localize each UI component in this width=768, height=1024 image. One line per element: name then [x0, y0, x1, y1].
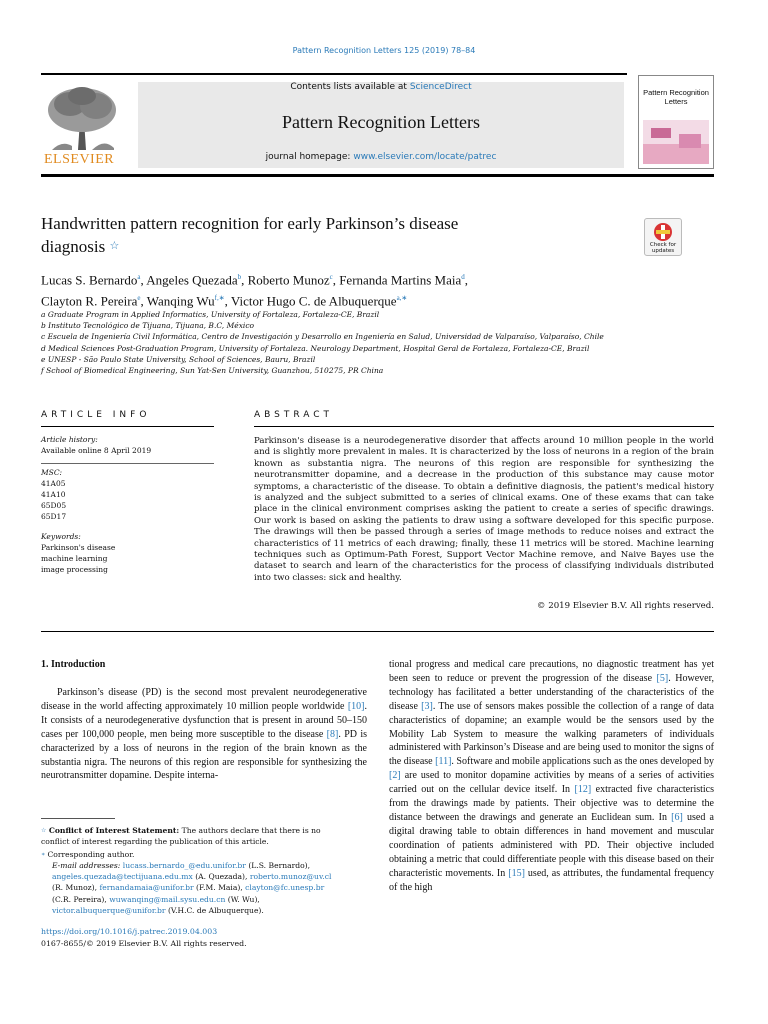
author-separator: , [140, 272, 147, 288]
body-text: are used to monitor dopamine activities by means of a series of activities carried out on the cellular device itself. In [389, 770, 714, 796]
history-label: Article history: [41, 435, 98, 444]
author-name: Fernanda Martins Maia [339, 272, 462, 288]
issn-line: 0167-8655/© 2019 Elsevier B.V. All rights reserved. [41, 939, 247, 948]
affiliation-line: a Graduate Program in Applied Informatics, University of Fortaleza, Fortaleza-CE, Brazil [41, 310, 380, 319]
msc-list [41, 478, 66, 522]
email-link[interactable]: angeles.quezada@tectijuana.edu.mx [52, 872, 193, 882]
cover-title-line1: Pattern Recognition [643, 88, 709, 97]
citation-link[interactable]: [2] [389, 770, 401, 782]
author-separator: , [241, 272, 248, 288]
email-owner: (V.H.C. de Albuquerque). [165, 905, 264, 915]
keyword: Parkinson's disease [41, 543, 116, 552]
email-link[interactable]: wuwanqing@mail.sysu.edu.cn [109, 894, 226, 904]
affiliation-line: c Escuela de Ingeniería Civil Informática, Centro de Investigación y Desarrollo en Ingeniería en Salud, Universidad de Valparaíso, Valparaíso, Chile [41, 332, 604, 342]
intro-left-column [41, 686, 367, 783]
homepage-prefix: journal homepage: [265, 152, 354, 162]
article-history [41, 434, 151, 456]
footnote-asterisk-icon: ∗ [41, 851, 46, 858]
author-affiliation-marker[interactable]: b [237, 273, 242, 281]
affiliation-line: b Instituto Tecnológico de Tijuana, Tijuana, B.C, México [41, 321, 255, 331]
footnote-star-icon: ☆ [41, 827, 47, 834]
author-name: Roberto Munoz [247, 272, 330, 288]
keywords-label: Keywords: [41, 532, 81, 541]
citation-link[interactable]: [8] [326, 728, 339, 740]
affiliation-line: f School of Biomedical Engineering, Sun Yat-Sen University, Guanzhou, 510275, PR China [41, 366, 384, 375]
cover-title-line2: Letters [664, 97, 688, 106]
email-link[interactable]: roberto.munoz@uv.cl [249, 872, 332, 882]
email-owner: (L.S. Bernardo), [245, 861, 311, 870]
affiliation-line: d Medical Sciences Post-Graduation Program, University of Fortaleza. Neurology Department, Hospital Geral de Fortaleza, Fortaleza-CE, Brazil [41, 343, 590, 353]
body-text: . The use of sensors makes possible the collection of a range of data characteristics of dopamine; an example would be the sensors used by the Mobility Lab System to measure the walking parameters of individuals administered with Parkinson’s Disease and are being used to monitor the signs of the disease [389, 700, 714, 768]
author-affiliation-marker[interactable]: a,∗ [396, 294, 408, 303]
keyword: machine learning [41, 554, 108, 563]
header-bottom-rule [41, 174, 714, 177]
author-name: Wanqing Wu [146, 293, 215, 309]
email-owner: (W. Wu), [225, 894, 260, 904]
author-name: Lucas S. Bernardo [41, 272, 138, 288]
keyword: image processing [41, 565, 108, 574]
journal-reference[interactable]: Pattern Recognition Letters 125 (2019) 78–84 [292, 46, 476, 55]
paper-title-line1: Handwritten pattern recognition for early Parkinson’s disease [41, 214, 459, 233]
email-owner: (R. Munoz), [52, 883, 100, 893]
author-line-1 [41, 268, 721, 289]
citation-link[interactable]: [12] [574, 784, 592, 796]
paper-title-line2: diagnosis [41, 237, 106, 256]
body-text: extracted five characteristics from the drawings made by patients. Their objective was to determine the distance between the drawings and generate an Euclidean sum. In [389, 784, 715, 823]
msc-code: 65D05 [41, 501, 67, 510]
author-line-2 [41, 289, 721, 310]
author-separator: , [464, 272, 468, 288]
email-owner: (C.R. Pereira), [52, 894, 110, 904]
citation-link[interactable]: [10] [347, 700, 365, 712]
body-text: . However, technology has facilitated a better understanding of the characteristics of the disease [389, 672, 715, 712]
author-separator: , [140, 293, 147, 309]
author-name: Clayton R. Pereira [41, 293, 138, 309]
introduction-heading: 1. Introduction [41, 659, 106, 670]
title-footnote-star-icon[interactable]: ☆ [109, 240, 120, 252]
body-text: used, as attributes, the fundamental frequency of the high [389, 867, 714, 893]
cover-title [639, 88, 713, 106]
affiliation-line: e UNESP - São Paulo State University, School of Sciences, Bauru, Brazil [41, 354, 316, 364]
msc-code: 65D17 [41, 512, 67, 521]
publisher-name: ELSEVIER [44, 152, 115, 167]
keywords [41, 531, 115, 575]
abstract-text: Parkinson's disease is a neurodegenerative disorder that affects around 10 million people in the world and is slightly more prevalent in males. It is characterized by the loss of neurons in a region of the brain known as substantia nigra. The neurons of this region are responsible for synthesizing the neurotransmitter dopamine, and a decrease in the production of this substance may cause motor symptoms, a characteristic of the disease. To obtain a definitive diagnosis, the patient's medical history is analyzed and the subject submitted to a series of clinical exams. One of these exams that can take place in the clinical environment comprises asking the patient to create a series of specific drawings. Our work is based on asking the patients to draw using a software developed for this specific purpose. The drawings will then be passed through a series of image methods to reduce noises and extract the characteristics of 11 metrics of each drawing; finally, these 11 metrics will be stored. Machine learning techniques such as Optimum-Path Forest, Support Vector Machine remove, and Naive Bayes use the dataset to search and learn of the characteristics for the process of classifying individuals distributed into two classes: sick and healthy. [254, 436, 714, 583]
footnote-rule [41, 818, 115, 819]
body-text: . PD is characterized by a loss of neurons in the region of the brain known as the substantia nigra. The neurons of this region are responsible for synthesizing the neurotransmitter dopamine. Despite interna- [41, 728, 367, 782]
cover-art-icon [643, 120, 709, 164]
corresponding-text: Corresponding author. [47, 850, 135, 859]
email-owner: (A. Quezada), [192, 872, 250, 882]
check-for-updates-badge[interactable] [644, 218, 682, 256]
body-text: . It consists of a neurodegenerative dysfunction that is present in around 50–150 cases per 100,000 people, men being more susceptible to the disease [41, 700, 367, 740]
abstract-rule [254, 426, 714, 427]
email-link[interactable]: clayton@fc.unesp.br [245, 883, 325, 893]
author-name: Victor Hugo C. de Albuquerque [230, 293, 397, 309]
article-info-divider [41, 463, 214, 464]
paper-title [41, 212, 631, 258]
msc-code: 41A05 [41, 479, 66, 488]
email-addresses [52, 860, 340, 916]
author-list [41, 268, 721, 311]
keyword-list [41, 542, 115, 575]
intro-right-column [389, 658, 714, 894]
doi-link[interactable]: https://doi.org/10.1016/j.patrec.2019.04.003 [41, 927, 218, 936]
conflict-of-interest-footnote [41, 825, 339, 847]
journal-cover-thumbnail [638, 75, 714, 169]
abstract-bottom-rule [41, 631, 714, 632]
article-info-heading: ARTICLE INFO [41, 410, 151, 420]
author-name: Angeles Quezada [146, 272, 238, 288]
citation-link[interactable]: [5] [656, 672, 669, 684]
crossmark-icon [645, 221, 681, 243]
citation-link[interactable]: [6] [671, 811, 683, 823]
email-link[interactable]: lucass.bernardo_@edu.unifor.br [122, 861, 246, 870]
journal-title: Pattern Recognition Letters [282, 112, 480, 132]
email-owner: (F.M. Maia), [193, 883, 246, 893]
author-separator: , [224, 293, 231, 309]
abstract-copyright: © 2019 Elsevier B.V. All rights reserved. [536, 601, 714, 611]
contents-prefix: Contents lists available at [290, 82, 410, 92]
body-text: Parkinson’s disease (PD) is the second most prevalent neurodegenerative disease in the world affecting approximately 10 million people worldwide [41, 687, 367, 712]
citation-link[interactable]: [3] [421, 700, 433, 712]
email-label: E-mail addresses: [52, 861, 123, 870]
body-text: tional progress and medical care precautions, no diagnostic treatment has yet been seen to reduce or prevent the progression of the disease [389, 659, 714, 684]
journal-homepage [138, 152, 624, 162]
homepage-link[interactable]: www.elsevier.com/locate/patrec [353, 152, 497, 162]
citation-link[interactable]: [11] [435, 756, 452, 768]
coi-label: Conflict of Interest Statement: [48, 826, 180, 835]
email-link[interactable]: victor.albuquerque@unifor.br [52, 905, 166, 915]
abstract-heading: ABSTRACT [254, 410, 334, 420]
msc-codes [41, 467, 66, 522]
author-affiliation-marker[interactable]: e [137, 294, 141, 303]
msc-label: MSC: [41, 468, 63, 477]
crossmark-label: Check for updates [649, 242, 677, 254]
body-text: used a digital drawing table to obtain differences in hand movement and muscular coordination of patients administered with PD. Their objective included obtaining a metric that could differentiate people with this disease based on their characteristic movements. In [389, 811, 714, 879]
sciencedirect-link[interactable]: ScienceDirect [409, 82, 472, 92]
author-affiliation-marker[interactable]: a [137, 273, 141, 281]
contents-line [138, 82, 624, 92]
author-affiliation-marker[interactable]: d [461, 273, 465, 281]
email-link[interactable]: fernandamaia@unifor.br [99, 883, 194, 893]
author-affiliation-marker[interactable]: f,∗ [214, 294, 225, 303]
coi-text: The authors declare that there is no conflict of interest regarding the publication of this article. [41, 826, 321, 847]
corresponding-author-footnote [41, 849, 339, 860]
author-separator: , [332, 272, 340, 288]
body-text: . Software and mobile applications such as the ones developed by [451, 756, 714, 768]
citation-link[interactable]: [15] [508, 867, 525, 879]
history-value: Available online 8 April 2019 [41, 446, 152, 455]
header-rule [41, 73, 627, 75]
author-affiliation-marker[interactable]: c [329, 273, 333, 281]
msc-code: 41A10 [41, 490, 66, 499]
article-info-rule [41, 426, 214, 427]
